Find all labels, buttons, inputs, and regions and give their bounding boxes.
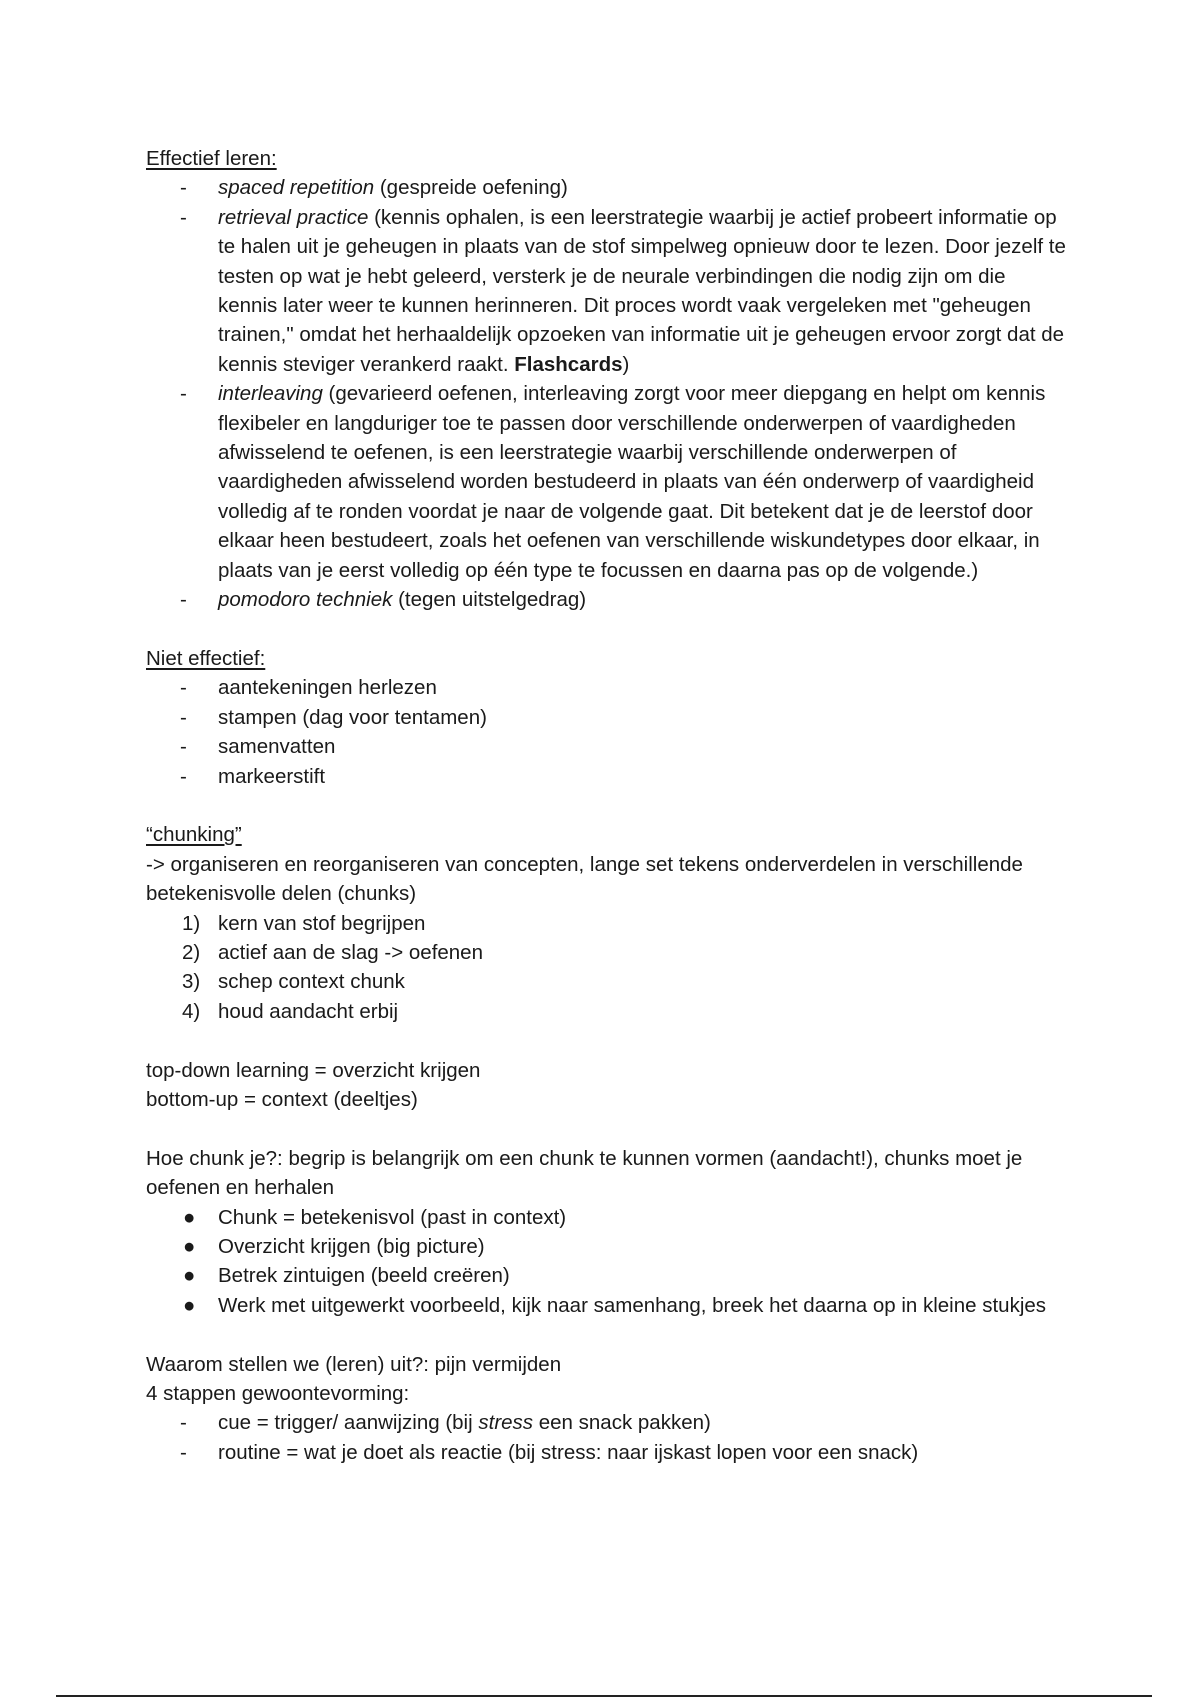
effectief-section — [146, 144, 1066, 615]
item-text: cue = trigger/ aanwijzing (bij — [218, 1411, 479, 1435]
top-down-line: top-down learning = overzicht krijgen — [146, 1058, 481, 1082]
learning-section — [146, 1056, 1066, 1115]
effectief-heading: Effectief leren: — [146, 147, 277, 170]
bullet-marker: ● — [183, 1234, 196, 1258]
dash-marker: - — [180, 1440, 187, 1464]
list-item — [146, 909, 1066, 938]
niet-effectief-list — [146, 673, 1066, 791]
term-description: (gespreide oefening) — [374, 176, 568, 200]
term-description: (tegen uitstelgedrag) — [392, 588, 587, 612]
list-item — [146, 1438, 1066, 1467]
item-text: routine = wat je doet als reactie (bij stress: naar ijskast lopen voor een snack) — [218, 1440, 919, 1464]
dash-marker: - — [180, 382, 187, 406]
uitstel-section — [146, 1350, 1066, 1468]
bullet-text: Betrek zintuigen (beeld creëren) — [218, 1264, 510, 1288]
effectief-list — [146, 173, 1066, 614]
step-number: 2) — [182, 940, 201, 964]
list-item-text: stampen (dag voor tentamen) — [218, 705, 487, 729]
document-page — [146, 144, 1066, 1467]
gewoontevorming-title: 4 stappen gewoontevorming: — [146, 1381, 410, 1405]
list-item — [146, 938, 1066, 967]
hoe-chunk-section — [146, 1144, 1066, 1320]
list-item — [146, 1261, 1066, 1290]
dash-marker: - — [180, 1411, 187, 1435]
hoe-chunk-intro: Hoe chunk je?: begrip is belangrijk om een chunk te kunnen vormen (aandacht!), chunks moet je oefenen en herhalen — [146, 1146, 1023, 1200]
list-item — [146, 585, 1066, 614]
list-item — [146, 1232, 1066, 1261]
dash-marker: - — [180, 764, 187, 788]
dash-marker: - — [180, 705, 187, 729]
list-item — [146, 203, 1066, 379]
step-text: schep context chunk — [218, 970, 405, 994]
gewoontevorming-list — [146, 1408, 1066, 1467]
dash-marker: - — [180, 676, 187, 700]
bullet-text: Werk met uitgewerkt voorbeeld, kijk naar samenhang, breek het daarna op in kleine stukjes — [218, 1293, 1047, 1317]
list-item — [146, 1408, 1066, 1437]
step-text: kern van stof begrijpen — [218, 911, 426, 935]
chunking-section — [146, 820, 1066, 1026]
term: retrieval practice — [218, 205, 369, 229]
list-item — [146, 1203, 1066, 1232]
chunking-steps — [146, 909, 1066, 1027]
emphasis: stress — [478, 1411, 534, 1435]
step-number: 4) — [182, 999, 201, 1023]
bold-term: Flashcards — [514, 352, 623, 376]
bullet-text: Chunk = betekenisvol (past in context) — [218, 1205, 567, 1229]
list-item — [146, 967, 1066, 996]
dash-marker: - — [180, 176, 187, 200]
dash-marker: - — [180, 735, 187, 759]
term: pomodoro techniek — [218, 588, 393, 612]
list-item — [146, 1291, 1066, 1320]
dash-marker: - — [180, 588, 187, 612]
bullet-marker: ● — [183, 1205, 196, 1229]
page-bottom-rule — [56, 1695, 1152, 1697]
bullet-marker: ● — [183, 1264, 196, 1288]
term-description: (gevarieerd oefenen, interleaving zorgt voor meer diepgang en helpt om kennis flexibeler en langduriger toe te passen door verschillende onderwerpen of vaardigheden afwisselend te oefenen, is een leerstrategie waarbij verschillende onderwerpen of vaardigheden afwisselend worden bestudeerd in plaats van één onderwerp of vaardigheid volledig af te ronden voordat je naar de volgende gaat. Dit betekent dat je de leerstof door elkaar heen bestudeert, zoals het oefenen van verschillende wiskundetypes door elkaar, in plaats van je eerst volledig op één type te focussen en daarna pas op de volgende.) — [218, 382, 1046, 582]
term-description: (kennis ophalen, is een leerstrategie waarbij je actief probeert informatie op te halen uit je geheugen in plaats van de stof simpelweg opnieuw door te lezen. Door jezelf te testen op wat je hebt geleerd, versterk je de neurale verbindingen die nodig zijn om die kennis later weer te kunnen herinneren. Dit proces wordt vaak vergeleken met "geheugen trainen," omdat het herhaaldelijk opzoeken van informatie uit je geheugen ervoor zorgt dat de kennis steviger verankerd raakt. — [218, 205, 1066, 376]
niet-effectief-heading: Niet effectief: — [146, 646, 266, 670]
closing-paren: ) — [622, 352, 630, 376]
niet-effectief-section — [146, 644, 1066, 791]
list-item-text: samenvatten — [218, 735, 336, 759]
step-number: 1) — [182, 911, 201, 935]
list-item — [146, 703, 1066, 732]
bullet-text: Overzicht krijgen (big picture) — [218, 1234, 485, 1258]
dash-marker: - — [180, 205, 187, 229]
bottom-up-line: bottom-up = context (deeltjes) — [146, 1087, 418, 1111]
list-item — [146, 732, 1066, 761]
list-item — [146, 173, 1066, 202]
uitstel-question: Waarom stellen we (leren) uit?: pijn vermijden — [146, 1352, 562, 1376]
step-number: 3) — [182, 970, 201, 994]
list-item — [146, 762, 1066, 791]
bullet-marker: ● — [183, 1293, 196, 1317]
list-item — [146, 673, 1066, 702]
list-item-text: markeerstift — [218, 764, 326, 788]
step-text: houd aandacht erbij — [218, 999, 399, 1023]
hoe-chunk-list — [146, 1203, 1066, 1321]
step-text: actief aan de slag -> oefenen — [218, 940, 483, 964]
term: interleaving — [218, 382, 323, 406]
term: spaced repetition — [218, 176, 375, 200]
item-text-end: een snack pakken) — [533, 1411, 711, 1435]
list-item — [146, 997, 1066, 1026]
chunking-heading: “chunking” — [146, 823, 242, 847]
list-item-text: aantekeningen herlezen — [218, 676, 437, 700]
list-item — [146, 379, 1066, 585]
chunking-intro: -> organiseren en reorganiseren van concepten, lange set tekens onderverdelen in verschillende betekenisvolle delen (chunks) — [146, 852, 1023, 906]
